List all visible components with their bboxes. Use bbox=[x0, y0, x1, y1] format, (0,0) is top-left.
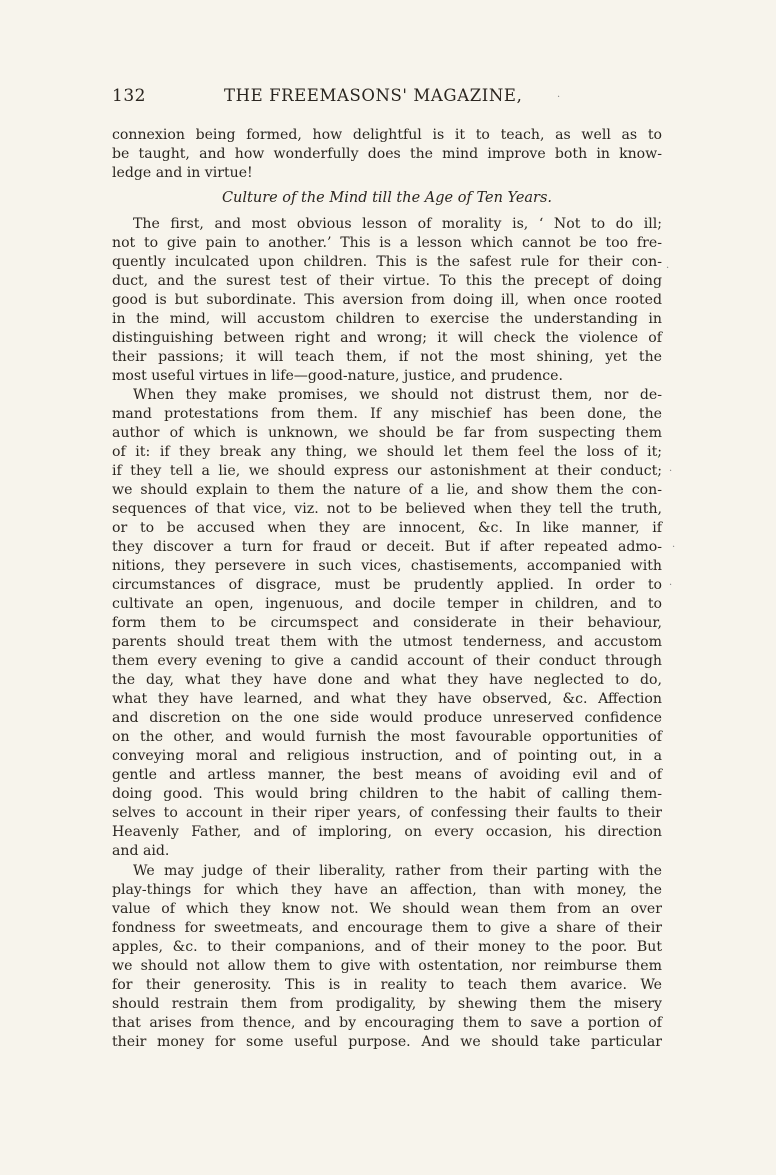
text-line: most useful virtues in life—good-nature, justice, and prudence. bbox=[112, 368, 563, 384]
text-line: distinguishing between right and wrong; it will check the violence of bbox=[112, 330, 662, 346]
text-line: on the other, and would furnish the most favourable opportunities of bbox=[112, 729, 662, 745]
print-speck: · bbox=[557, 92, 561, 103]
text-line: fondness for sweetmeats, and encourage them to give a share of their bbox=[112, 920, 662, 936]
text-line: We may judge of their liberality, rather from their parting with the bbox=[133, 863, 662, 879]
text-line: if they tell a lie, we should express our astonishment at their conduct; bbox=[112, 463, 662, 479]
text-line: quently inculcated upon children. This is the safest rule for their con- bbox=[112, 254, 662, 270]
print-speck: · bbox=[666, 263, 670, 274]
text-line: doing good. This would bring children to the habit of calling them- bbox=[112, 786, 662, 802]
text-line: should restrain them from prodigality, by shewing them the misery bbox=[112, 996, 662, 1012]
text-line: the day, what they have done and what they have neglected to do, bbox=[112, 672, 662, 688]
print-speck: · bbox=[669, 466, 673, 477]
text-line: selves to account in their riper years, of confessing their faults to their bbox=[112, 805, 662, 821]
page-number: 132 bbox=[112, 86, 146, 106]
section-subheading: Culture of the Mind till the Age of Ten Years. bbox=[221, 190, 553, 206]
text-line: play-things for which they have an affection, than with money, the bbox=[112, 882, 662, 898]
text-line: connexion being formed, how delightful is it to teach, as well as to bbox=[112, 127, 662, 143]
text-line: gentle and artless manner, the best means of avoiding evil and of bbox=[112, 767, 662, 783]
text-line: their money for some useful purpose. And we should take particular bbox=[112, 1034, 662, 1050]
text-line: they discover a turn for fraud or deceit. But if after repeated admo- bbox=[112, 539, 662, 555]
text-line: good is but subordinate. This aversion from doing ill, when once rooted bbox=[112, 292, 662, 308]
text-line: value of which they know not. We should wean them from an over bbox=[112, 901, 662, 917]
text-line: author of which is unknown, we should be far from suspecting them bbox=[112, 425, 662, 441]
text-line: for their generosity. This is in reality to teach them avarice. We bbox=[112, 977, 662, 993]
text-line: conveying moral and religious instruction, and of pointing out, in a bbox=[112, 748, 662, 764]
text-line: sequences of that vice, viz. not to be believed when they tell the truth, bbox=[112, 501, 662, 517]
running-title: THE FREEMASONS' MAGAZINE, bbox=[224, 86, 523, 105]
text-line: we should explain to them the nature of a lie, and show them the con- bbox=[112, 482, 662, 498]
text-line: mand protestations from them. If any mischief has been done, the bbox=[112, 406, 662, 422]
text-line: form them to be circumspect and considerate in their behaviour, bbox=[112, 615, 662, 631]
text-line: be taught, and how wonderfully does the mind improve both in know- bbox=[112, 146, 662, 162]
text-line: The first, and most obvious lesson of morality is, ‘ Not to do ill; bbox=[133, 216, 662, 232]
text-line: them every evening to give a candid account of their conduct through bbox=[112, 653, 662, 669]
text-line: Heavenly Father, and of imploring, on every occasion, his direction bbox=[112, 824, 662, 840]
text-line: and discretion on the one side would produce unreserved confidence bbox=[112, 710, 662, 726]
text-line: or to be accused when they are innocent, &c. In like manner, if bbox=[112, 520, 662, 536]
text-line: and aid. bbox=[112, 843, 170, 859]
text-line: in the mind, will accustom children to exercise the understanding in bbox=[112, 311, 662, 327]
text-line: When they make promises, we should not distrust them, nor de- bbox=[133, 387, 662, 403]
text-line: parents should treat them with the utmost tenderness, and accustom bbox=[112, 634, 662, 650]
text-line: ledge and in virtue! bbox=[112, 165, 253, 181]
text-line: nitions, they persevere in such vices, chastisements, accompanied with bbox=[112, 558, 662, 574]
text-line: duct, and the surest test of their virtue. To this the precept of doing bbox=[112, 273, 662, 289]
text-line: apples, &c. to their companions, and of their money to the poor. But bbox=[112, 939, 662, 955]
text-line: that arises from thence, and by encouraging them to save a portion of bbox=[112, 1015, 662, 1031]
text-line: what they have learned, and what they have observed, &c. Affection bbox=[112, 691, 662, 707]
text-line: we should not allow them to give with ostentation, nor reimburse them bbox=[112, 958, 662, 974]
text-line: their passions; it will teach them, if not the most shining, yet the bbox=[112, 349, 662, 365]
text-line: not to give pain to another.’ This is a lesson which cannot be too fre- bbox=[112, 235, 662, 251]
page-header bbox=[112, 86, 660, 110]
print-speck: · bbox=[672, 542, 676, 553]
print-speck: · bbox=[669, 580, 673, 591]
text-line: cultivate an open, ingenuous, and docile temper in children, and to bbox=[112, 596, 662, 612]
text-line: circumstances of disgrace, must be prudently applied. In order to bbox=[112, 577, 662, 593]
text-line: of it: if they break any thing, we should let them feel the loss of it; bbox=[112, 444, 662, 460]
